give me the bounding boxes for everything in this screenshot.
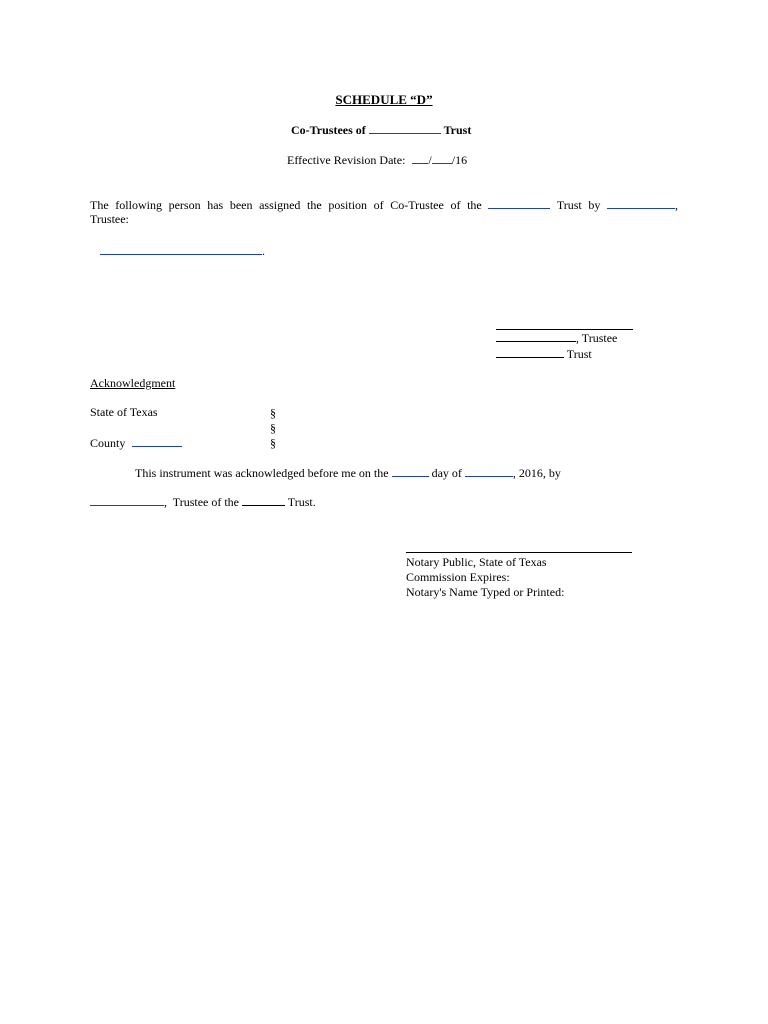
ack-month-blank[interactable] <box>465 466 513 477</box>
ack-trust-end: Trust. <box>287 495 316 509</box>
ack-body-line-1 <box>135 466 561 480</box>
county-line <box>90 436 182 450</box>
county-label: County <box>90 436 126 450</box>
intro-part1: The following person has been assigned the position of Co-Trustee of the <box>90 198 482 212</box>
state-label: State of Texas <box>90 405 158 419</box>
trust-name-blank[interactable] <box>369 123 441 134</box>
subtitle <box>291 123 471 137</box>
ack-year-by: , 2016, by <box>512 466 561 480</box>
county-blank[interactable] <box>132 436 182 447</box>
notary-line-2: Commission Expires: <box>406 570 510 584</box>
subtitle-suffix: Trust <box>443 123 472 137</box>
notary-line-1: Notary Public, State of Texas <box>406 555 547 569</box>
section-mark-3: § <box>270 436 276 450</box>
ack-day-of: day of <box>431 466 462 480</box>
trust-name-line <box>496 347 592 361</box>
intro-trust-blank[interactable] <box>488 198 550 209</box>
intro-part3: , <box>675 198 679 212</box>
ack-trust-blank[interactable] <box>242 495 285 506</box>
schedule-title: SCHEDULE “D” <box>335 92 433 107</box>
revision-year: /16 <box>451 153 468 167</box>
ack-body-start: This instrument was acknowledged before me on the <box>135 466 389 480</box>
assignee-punct: . <box>262 244 265 258</box>
revision-month-blank[interactable] <box>412 153 428 164</box>
trustee-signature-line[interactable] <box>496 329 633 330</box>
revision-label: Effective Revision Date: <box>287 153 406 167</box>
signature-trust-blank[interactable] <box>496 347 564 358</box>
intro-line-1 <box>90 198 678 212</box>
trustee-suffix: , Trustee <box>576 331 618 345</box>
intro-part2: Trust by <box>556 198 601 212</box>
section-mark-1: § <box>270 406 276 420</box>
ack-body-line-2 <box>90 495 316 509</box>
intro-line-2: Trustee: <box>90 212 129 226</box>
assignee-blank[interactable] <box>100 244 262 255</box>
ack-trustee-of: , Trustee of the <box>164 495 239 509</box>
ack-day-blank[interactable] <box>392 466 429 477</box>
page-title <box>0 93 768 107</box>
revision-slash: / <box>428 153 432 167</box>
ack-trustee-blank[interactable] <box>90 495 164 506</box>
trust-suffix: Trust <box>566 347 592 361</box>
trustee-name-line <box>496 331 617 345</box>
intro-trustee-blank[interactable] <box>607 198 675 209</box>
acknowledgment-heading: Acknowledgment <box>90 376 176 390</box>
subtitle-prefix: Co-Trustees of <box>291 123 366 137</box>
assignee-line <box>100 244 265 258</box>
revision-date <box>287 153 467 167</box>
notary-line-3: Notary's Name Typed or Printed: <box>406 585 565 599</box>
notary-signature-line[interactable] <box>406 552 632 553</box>
revision-day-blank[interactable] <box>432 153 452 164</box>
trustee-name-blank[interactable] <box>496 331 576 342</box>
section-mark-2: § <box>270 421 276 435</box>
